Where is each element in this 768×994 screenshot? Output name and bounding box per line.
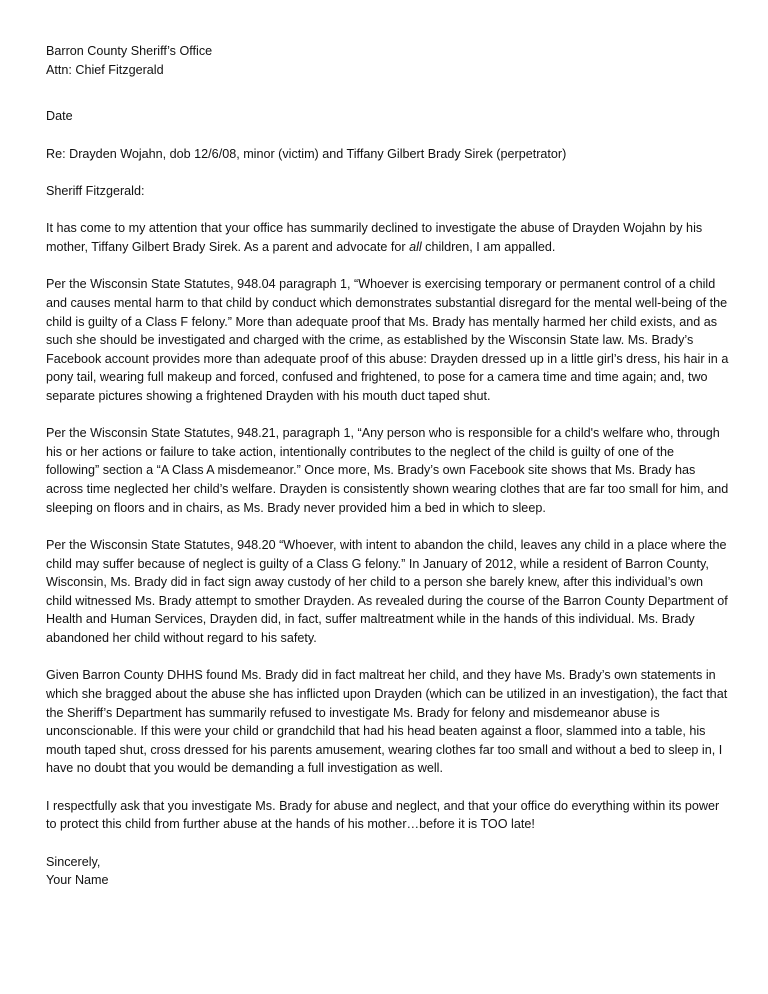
salutation: Sheriff Fitzgerald:	[46, 183, 145, 198]
recipient-attention: Attn: Chief Fitzgerald	[46, 62, 164, 77]
paragraph-4: Per the Wisconsin State Statutes, 948.20 “Whoever, with intent to abandon the child, leaves any child in a place where the child may suffer because of neglect is guilty of a Class G felony.” In January of 2012, while a resident of Barron County, Wisconsin, Ms. Brady did in fact sign away custody of her child to a person she barely knew, after this individual’s own child witnessed Ms. Brady attempt to smother Drayden. As revealed during the course of the Barron County Department of Health and Human Services, Drayden did, in fact, suffer maltreatment while in the hands of this individual. Ms. Brady abandoned her child without regard to his safety.	[46, 538, 728, 646]
paragraph-1-start: It has come to my attention that your office has summarily declined to investigate the abuse of Drayden Wojahn by his mother, Tiffany Gilbert Brady Sirek. As a parent and advocate for	[46, 221, 703, 254]
closing: Sincerely,	[46, 854, 101, 869]
subject-line: Re: Drayden Wojahn, dob 12/6/08, minor (victim) and Tiffany Gilbert Brady Sirek (perpetrator)	[46, 146, 567, 161]
paragraph-5: Given Barron County DHHS found Ms. Brady did in fact maltreat her child, and they have Ms. Brady’s own statements in which she bragged about the abuse she has inflicted upon Drayden (which can be utilized in an investigation), the fact that the Sheriff’s Department has summarily refused to investigate Ms. Brady for felony and misdemeanor abuse is unconscionable. If this were your child or grandchild that had his head beaten against a floor, slammed into a table, his mouth taped shut, cross dressed for his parents amusement, wearing clothes far too small and without a bed to sleep in, I have no doubt that you would be demanding a full investigation as well.	[46, 668, 728, 776]
paragraph-1	[46, 219, 730, 256]
signature-name: Your Name	[46, 873, 109, 888]
paragraph-1-end: children, I am appalled.	[421, 239, 556, 254]
paragraph-6: I respectfully ask that you investigate Ms. Brady for abuse and neglect, and that your office do everything within its power to protect this child from further abuse at the hands of his mother…before it is TOO late!	[46, 798, 720, 832]
paragraph-3: Per the Wisconsin State Statutes, 948.21, paragraph 1, “Any person who is responsible for a child's welfare who, through his or her actions or failure to take action, intentionally contributes to the neglect of the child is guilty of one of the following” section a “A Class A misdemeanor.” Once more, Ms. Brady’s own Facebook site shows that Ms. Brady has across time neglected her child’s welfare. Drayden is consistently shown wearing clothes that are far too small for him, and sleeping on floors and in chairs, as Ms. Brady never provided him a bed in which to sleep.	[46, 426, 729, 515]
letter-date: Date	[46, 109, 73, 124]
paragraph-1-emphasis: all	[409, 239, 422, 254]
paragraph-2: Per the Wisconsin State Statutes, 948.04 paragraph 1, “Whoever is exercising temporary or permanent control of a child and causes mental harm to that child by conduct which demonstrates substantial disregard for the mental well-being of the child is guilty of a Class F felony.” More than adequate proof that Ms. Brady has mentally harmed her child exists, and as such she should be investigated and charged with the crime, as established by the Wisconsin State law. Ms. Brady’s Facebook account provides more than adequate proof of this abuse: Drayden dressed up in a little girl’s dress, his hair in a pony tail, wearing full makeup and forced, confused and frightened, to pose for a camera time and time again; and, two separate pictures showing a frightened Drayden with his mouth duct taped shut.	[46, 277, 729, 403]
recipient-name: Barron County Sheriff’s Office	[46, 44, 213, 58]
